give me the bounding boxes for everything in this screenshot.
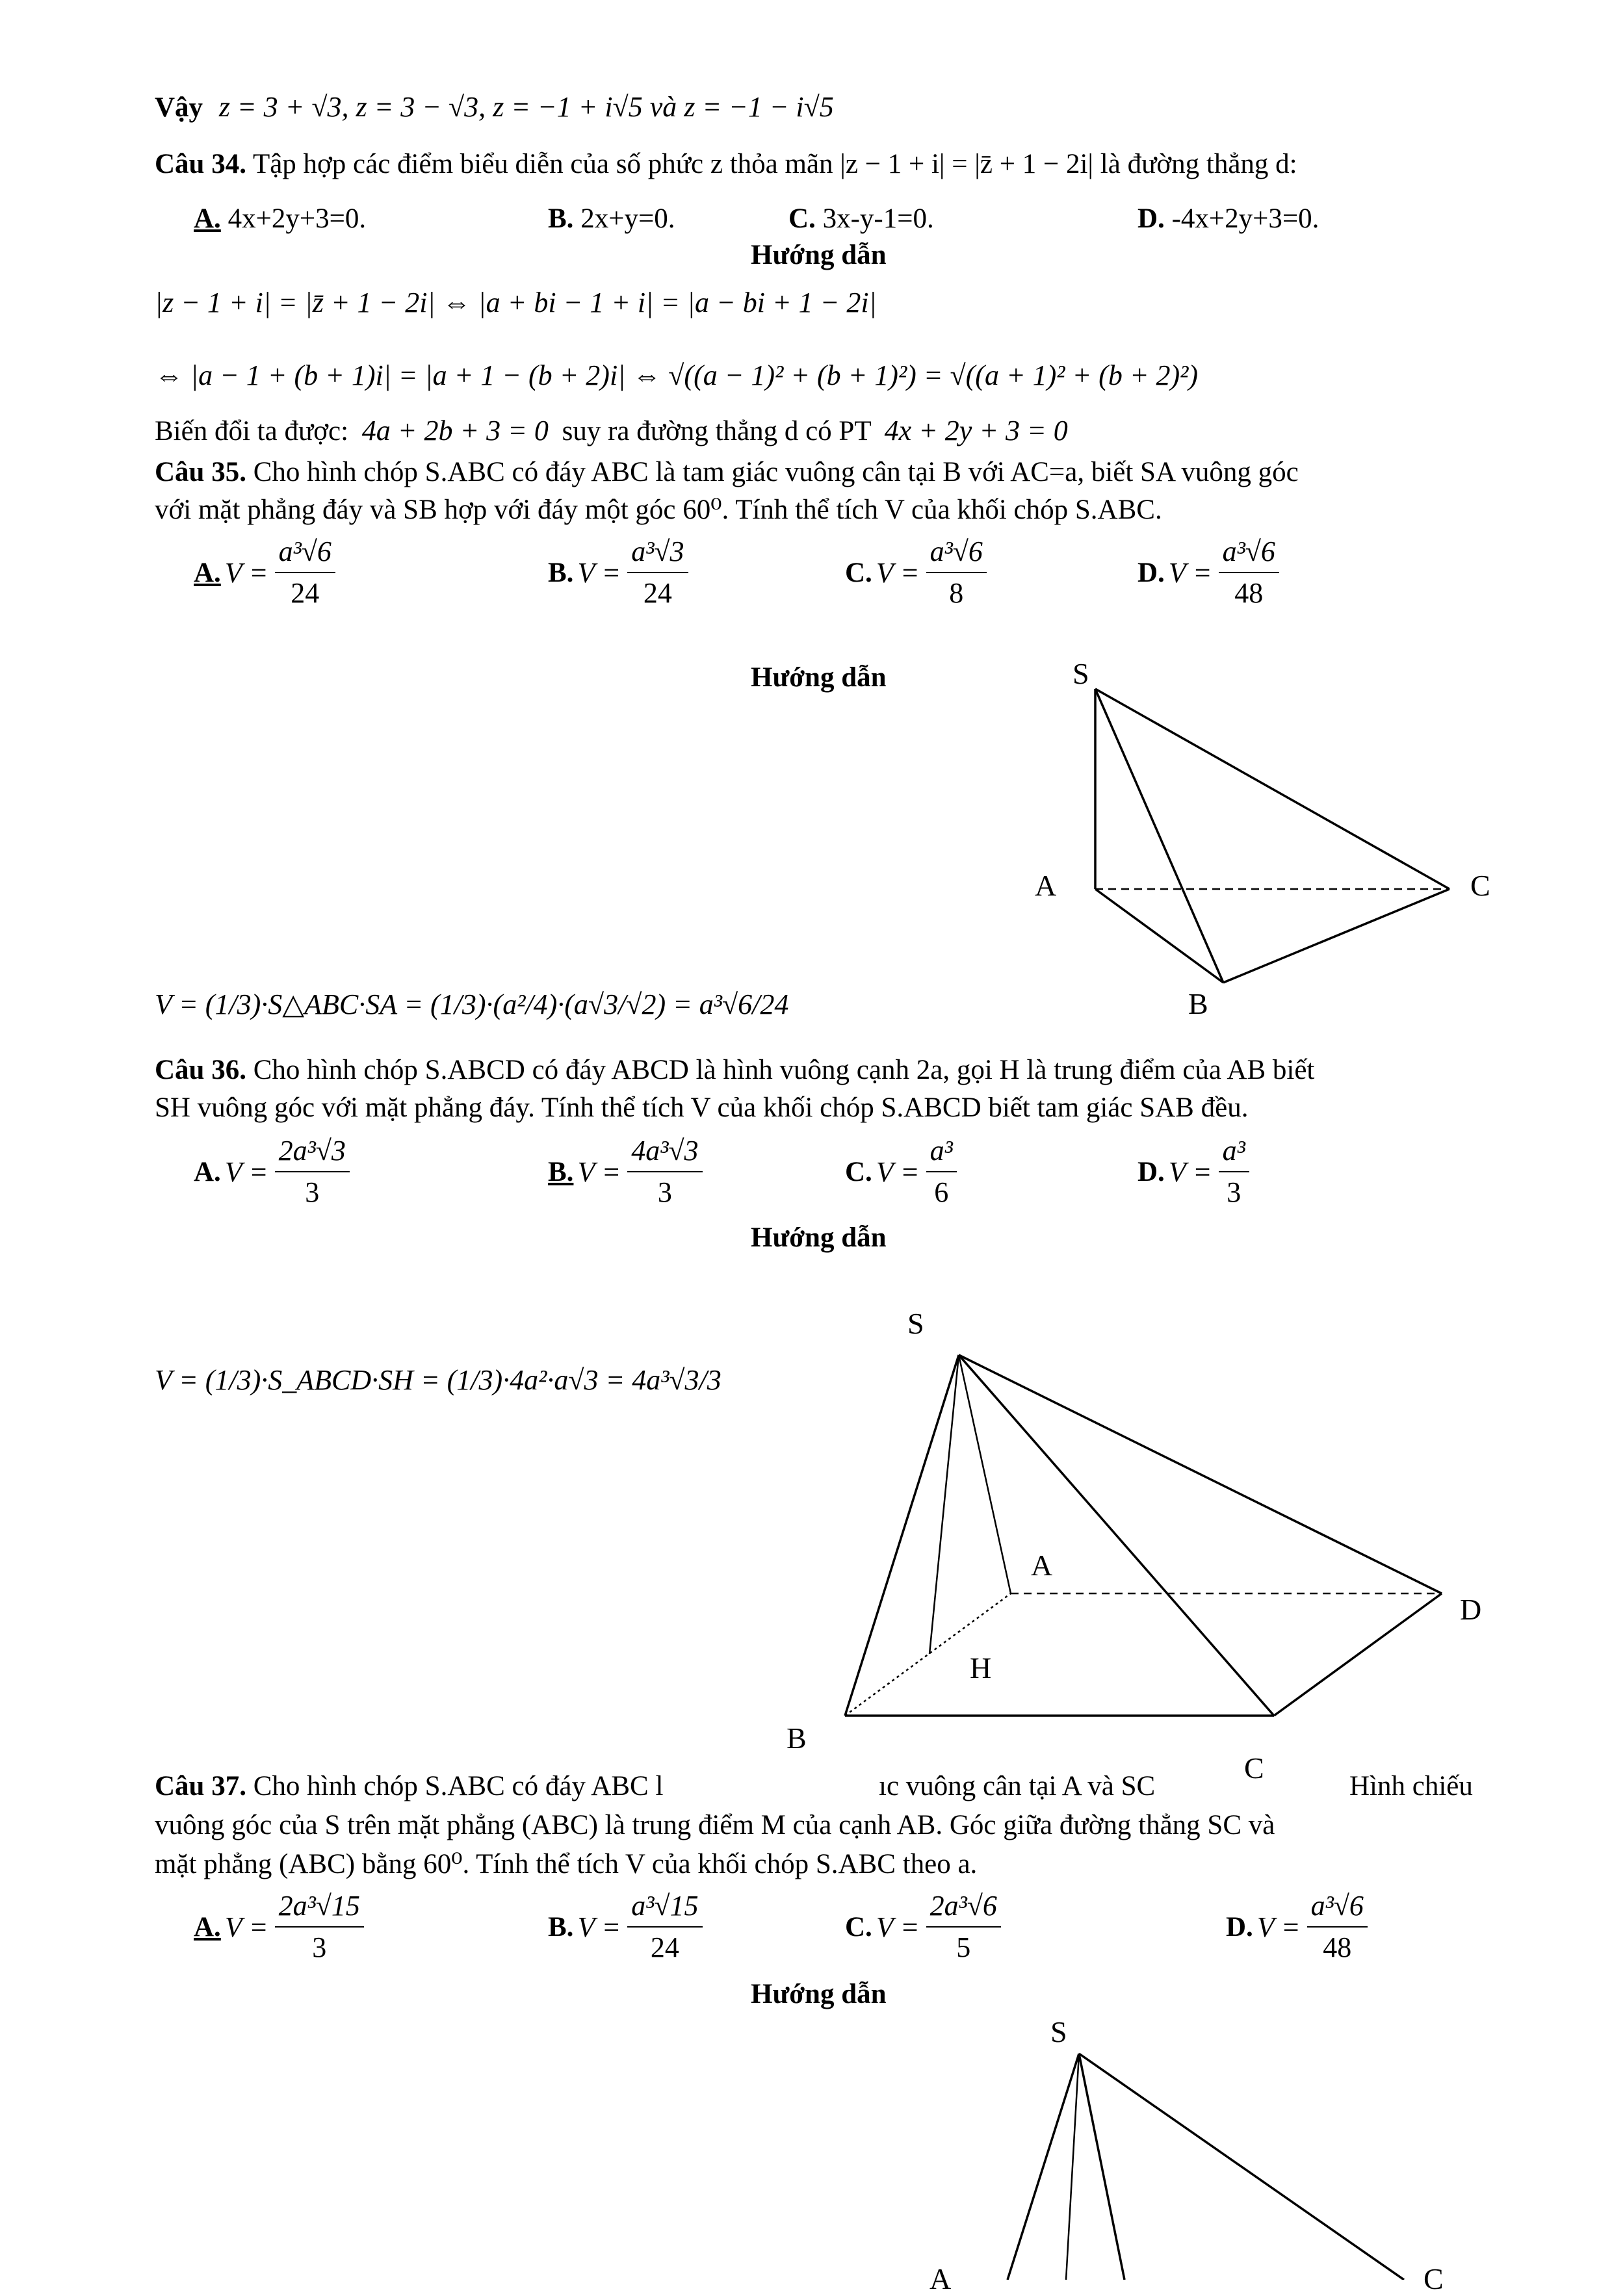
- q36-option-d-den: 3: [1227, 1176, 1242, 1208]
- q37-label: Câu 37.: [155, 1771, 246, 1801]
- q36-option-a-num: 2a³√3: [275, 1133, 350, 1172]
- q36-option-b-num: 4a³√3: [627, 1133, 702, 1172]
- q37-edge-sm: [1066, 2054, 1079, 2280]
- q36-edge-sa: [959, 1355, 1011, 1593]
- q37-option-d-letter: D.: [1226, 1911, 1253, 1942]
- q37-line1-a: Cho hình chóp S.ABC có đáy ABC l: [253, 1771, 664, 1801]
- q34-option-a-value: 4x+2y+3=0.: [228, 203, 367, 234]
- q36-option-b-den: 3: [657, 1176, 672, 1208]
- q37-label-s: S: [1050, 2015, 1067, 2048]
- q35-option-d-num: a³√6: [1219, 534, 1279, 573]
- q35-question-line1: [155, 456, 1299, 489]
- q34-guide-title: Hướng dẫn: [751, 240, 887, 270]
- q35-edge-sc: [1095, 689, 1450, 889]
- q37-option-d-den: 48: [1323, 1931, 1352, 1963]
- q34-option-a-letter: A.: [194, 203, 221, 234]
- q36-option-c-letter: C.: [845, 1156, 872, 1187]
- q34-label: Câu 34.: [155, 149, 246, 179]
- q37-option-c[interactable]: C. V = $\frac{\text{2a³√6}}{5}$: [845, 1889, 1004, 1965]
- q37-option-c-letter: C.: [845, 1911, 872, 1942]
- q36-option-d[interactable]: D. V = $\frac{\text{a³}}{3}$: [1138, 1133, 1252, 1210]
- q35-option-c-letter: C.: [845, 557, 872, 588]
- q37-option-b-num: a³√15: [627, 1889, 702, 1928]
- q37-guide-title: Hướng dẫn: [751, 1979, 887, 2009]
- q34-step2: ⇔ |a − 1 + (b + 1)i| = |a + 1 − (b + 2)i| ⇔ √((a − 1)² + (b + 1)²) = √((a + 1)² + (b + 2)²): [155, 359, 1199, 391]
- q36-label: Câu 36.: [155, 1055, 246, 1085]
- q35-line2: với mặt phẳng đáy và SB hợp với đáy một góc 60⁰. Tính thể tích V của khối chóp S.ABC.: [155, 495, 1162, 525]
- q35-label-s: S: [1072, 657, 1089, 690]
- q36-edge-sc: [959, 1355, 1274, 1716]
- q34-question: [155, 148, 1297, 181]
- q35-line1: Cho hình chóp S.ABC có đáy ABC là tam giác vuông cân tại B với AC=a, biết SA vuông góc: [253, 457, 1299, 487]
- q36-line2: SH vuông góc với mặt phẳng đáy. Tính thể tích V của khối chóp S.ABCD biết tam giác SAB đều.: [155, 1092, 1249, 1123]
- q37-option-b-den: 24: [650, 1931, 679, 1963]
- q35-label-b: B: [1188, 987, 1208, 1020]
- q37-line2: vuông góc của S trên mặt phẳng (ABC) là trung điểm M của cạnh AB. Góc giữa đường thẳng SC và: [155, 1810, 1275, 1840]
- q35-edge-bc: [1223, 889, 1450, 983]
- q37-option-a-den: 3: [312, 1931, 327, 1963]
- q36-option-d-letter: D.: [1138, 1156, 1165, 1187]
- q35-guide-title: Hướng dẫn: [751, 662, 887, 693]
- q36-label-s: S: [907, 1307, 924, 1340]
- q35-option-a-num: a³√6: [275, 534, 335, 573]
- q34-conclusion-mid: suy ra đường thẳng d có PT: [562, 416, 871, 446]
- q35-option-a-letter: A.: [194, 557, 221, 588]
- q37-edge-sc-mid: [1079, 2054, 1124, 2280]
- q36-edge-sh: [930, 1355, 959, 1654]
- q36-option-c-den: 6: [934, 1176, 949, 1208]
- q36-option-a-letter: A.: [194, 1156, 221, 1187]
- q34-option-c-letter: C.: [788, 203, 816, 234]
- q36-label-a: A: [1031, 1549, 1053, 1582]
- q35-label-c: C: [1470, 869, 1490, 902]
- q35-option-b-letter: B.: [548, 557, 574, 588]
- q36-label-c: C: [1244, 1751, 1264, 1785]
- q36-option-d-num: a³: [1219, 1133, 1249, 1172]
- q35-option-c[interactable]: C. V = $\frac{\text{a³√6}}{8}$: [845, 534, 989, 611]
- q35-option-d-den: 48: [1234, 577, 1264, 609]
- q37-label-c: C: [1424, 2262, 1444, 2295]
- q37-option-b[interactable]: B. V = $\frac{\text{a³√15}}{24}$: [548, 1889, 705, 1965]
- q34-conclusion-line: 4x + 2y + 3 = 0: [884, 415, 1068, 446]
- intro-prefix: Vậy: [155, 92, 203, 123]
- intro-line: [155, 91, 834, 124]
- q35-solution: V = (1/3)·S△ABC·SA = (1/3)·(a²/4)·(a√3/√2) = a³√6/24: [155, 988, 789, 1020]
- q35-edge-sb: [1095, 689, 1223, 983]
- q37-line1-b: ıc vuông cân tại A và SC: [879, 1771, 1156, 1801]
- q37-option-a[interactable]: A. V = $\frac{\text{2a³√15}}{3}$: [194, 1889, 367, 1965]
- q37-option-d[interactable]: D. V = $\frac{\text{a³√6}}{48}$: [1226, 1889, 1370, 1965]
- intro-roots: z = 3 + √3, z = 3 − √3, z = −1 + i√5 và z = −1 − i√5: [218, 91, 834, 123]
- q34-conclusion-eq: 4a + 2b + 3 = 0: [361, 415, 549, 446]
- q36-option-a[interactable]: A. V = $\frac{\text{2a³√3}}{3}$: [194, 1133, 352, 1210]
- q35-option-a-den: 24: [291, 577, 320, 609]
- q37-option-a-num: 2a³√15: [275, 1889, 364, 1928]
- q37-line3: mặt phẳng (ABC) bằng 60⁰. Tính thể tích V của khối chóp S.ABC theo a.: [155, 1849, 978, 1879]
- q36-solution: V = (1/3)·S_ABCD·SH = (1/3)·4a²·a√3 = 4a³√3/3: [155, 1364, 722, 1396]
- q36-option-c[interactable]: C. V = $\frac{\text{a³}}{6}$: [845, 1133, 959, 1210]
- q34-conclusion-prefix: Biến đổi ta được:: [155, 416, 349, 446]
- q36-option-a-den: 3: [305, 1176, 320, 1208]
- q34-option-b-letter: B.: [548, 203, 574, 234]
- q37-option-b-letter: B.: [548, 1911, 574, 1942]
- q34-text: Tập hợp các điểm biểu diễn của số phức z thỏa mãn |z − 1 + i| = |z̄ + 1 − 2i| là đường thẳng d:: [252, 149, 1297, 179]
- q34-option-d[interactable]: [1138, 203, 1319, 235]
- q37-question-line1: [155, 1770, 663, 1803]
- q37-edge-sa: [1008, 2054, 1079, 2280]
- q34-option-c-value: 3x-y-1=0.: [822, 203, 934, 234]
- q37-option-c-num: 2a³√6: [926, 1889, 1001, 1928]
- q36-label-b: B: [786, 1722, 807, 1755]
- q35-option-c-den: 8: [949, 577, 964, 609]
- q36-question-line1: [155, 1054, 1314, 1087]
- q36-option-c-num: a³: [926, 1133, 957, 1172]
- q37-option-d-num: a³√6: [1307, 1889, 1368, 1928]
- q35-option-b-num: a³√3: [627, 534, 688, 573]
- q37-label-a: A: [930, 2262, 952, 2295]
- q34-option-b-value: 2x+y=0.: [580, 203, 675, 234]
- q37-edge-sc: [1079, 2054, 1404, 2280]
- q35-edge-ab: [1095, 889, 1223, 983]
- q35-option-b-den: 24: [643, 577, 672, 609]
- q35-label: Câu 35.: [155, 457, 246, 487]
- q35-option-b[interactable]: B. V = $\frac{\text{a³√3}}{24}$: [548, 534, 691, 611]
- q36-label-d: D: [1460, 1593, 1482, 1626]
- q34-step1: |z − 1 + i| = |z̄ + 1 − 2i| ⇔ |a + bi − 1 + i| = |a − bi + 1 − 2i|: [155, 287, 877, 318]
- q34-conclusion: [155, 415, 1068, 448]
- q36-line1: Cho hình chóp S.ABCD có đáy ABCD là hình vuông cạnh 2a, gọi H là trung điểm của AB biết: [253, 1055, 1315, 1085]
- q36-label-h: H: [970, 1651, 992, 1684]
- q35-option-d-letter: D.: [1138, 557, 1165, 588]
- q37-line1-c: Hình chiếu: [1349, 1771, 1473, 1801]
- q35-option-a[interactable]: A. V = $\frac{\text{a³√6}}{24}$: [194, 534, 338, 611]
- q35-option-d[interactable]: D. V = $\frac{\text{a³√6}}{48}$: [1138, 534, 1282, 611]
- q36-guide-title: Hướng dẫn: [751, 1222, 887, 1253]
- q34-option-a[interactable]: [194, 203, 366, 235]
- q35-label-a: A: [1035, 869, 1057, 902]
- q35-option-c-num: a³√6: [926, 534, 987, 573]
- q36-edge-sb: [845, 1355, 959, 1716]
- q34-option-b[interactable]: [548, 203, 675, 235]
- q37-option-c-den: 5: [956, 1931, 971, 1963]
- q36-edge-cd: [1274, 1593, 1442, 1716]
- q37-option-a-letter: A.: [194, 1911, 221, 1942]
- q34-option-c[interactable]: [788, 203, 934, 235]
- q34-option-d-letter: D.: [1138, 203, 1165, 234]
- q36-option-b-letter: B.: [548, 1156, 574, 1187]
- q34-option-d-value: -4x+2y+3=0.: [1171, 203, 1320, 234]
- q36-option-b[interactable]: B. V = $\frac{\text{4a³√3}}{3}$: [548, 1133, 705, 1210]
